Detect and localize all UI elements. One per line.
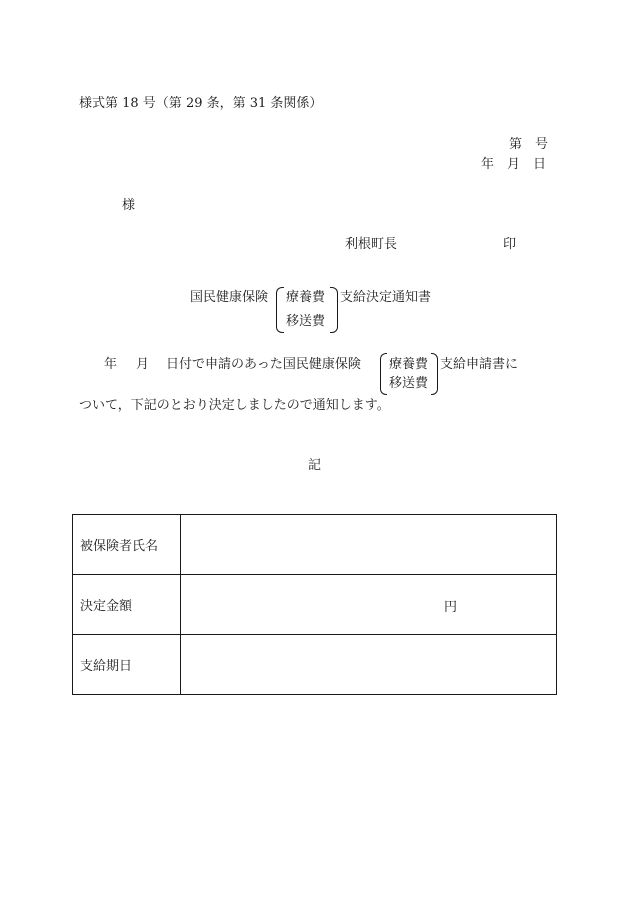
body-option-2: 移送費 bbox=[389, 376, 429, 391]
insured-name-label: 被保険者氏名 bbox=[73, 515, 181, 575]
payment-date-label: 支給期日 bbox=[73, 635, 181, 695]
date-month: 月 bbox=[507, 157, 521, 172]
seal-mark: 印 bbox=[503, 237, 517, 252]
body-option-1: 療養費 bbox=[389, 357, 429, 372]
form-number: 様式第 18 号（第 29 条，第 31 条関係） bbox=[79, 96, 323, 111]
details-table bbox=[72, 514, 557, 695]
title-prefix: 国民健康保険 bbox=[190, 290, 269, 305]
title-option-2: 移送費 bbox=[286, 314, 326, 329]
addressee-suffix: 様 bbox=[122, 198, 136, 213]
table-row bbox=[73, 635, 557, 695]
decided-amount-label: 決定金額 bbox=[73, 575, 181, 635]
title-bracket-left bbox=[276, 287, 284, 333]
body-year: 年 bbox=[104, 357, 118, 372]
title-option-1: 療養費 bbox=[286, 290, 326, 305]
body-suffix: 支給申請書に bbox=[440, 357, 519, 372]
table-row bbox=[73, 575, 557, 635]
body-month: 月 bbox=[136, 357, 150, 372]
ki-heading: 記 bbox=[308, 458, 322, 473]
issuer: 利根町長 bbox=[345, 237, 398, 252]
date-day: 日 bbox=[533, 157, 547, 172]
body-line-2: ついて，下記のとおり決定しましたので通知します。 bbox=[79, 398, 390, 413]
body-date-text: 日付で申請のあった国民健康保険 bbox=[166, 357, 361, 372]
date-year: 年 bbox=[481, 157, 495, 172]
yen-unit: 円 bbox=[444, 600, 458, 615]
payment-date-field[interactable] bbox=[181, 635, 557, 695]
decided-amount-field[interactable] bbox=[181, 575, 557, 635]
doc-number bbox=[509, 137, 548, 153]
title-suffix: 支給決定通知書 bbox=[340, 290, 432, 305]
table-row bbox=[73, 515, 557, 575]
body-bracket-right bbox=[431, 353, 438, 395]
doc-number-suffix: 号 bbox=[535, 137, 549, 152]
title-bracket-right bbox=[330, 287, 338, 333]
body-bracket-left bbox=[380, 353, 387, 395]
doc-number-prefix: 第 bbox=[509, 137, 523, 152]
insured-name-field[interactable] bbox=[181, 515, 557, 575]
issue-date bbox=[481, 157, 546, 173]
